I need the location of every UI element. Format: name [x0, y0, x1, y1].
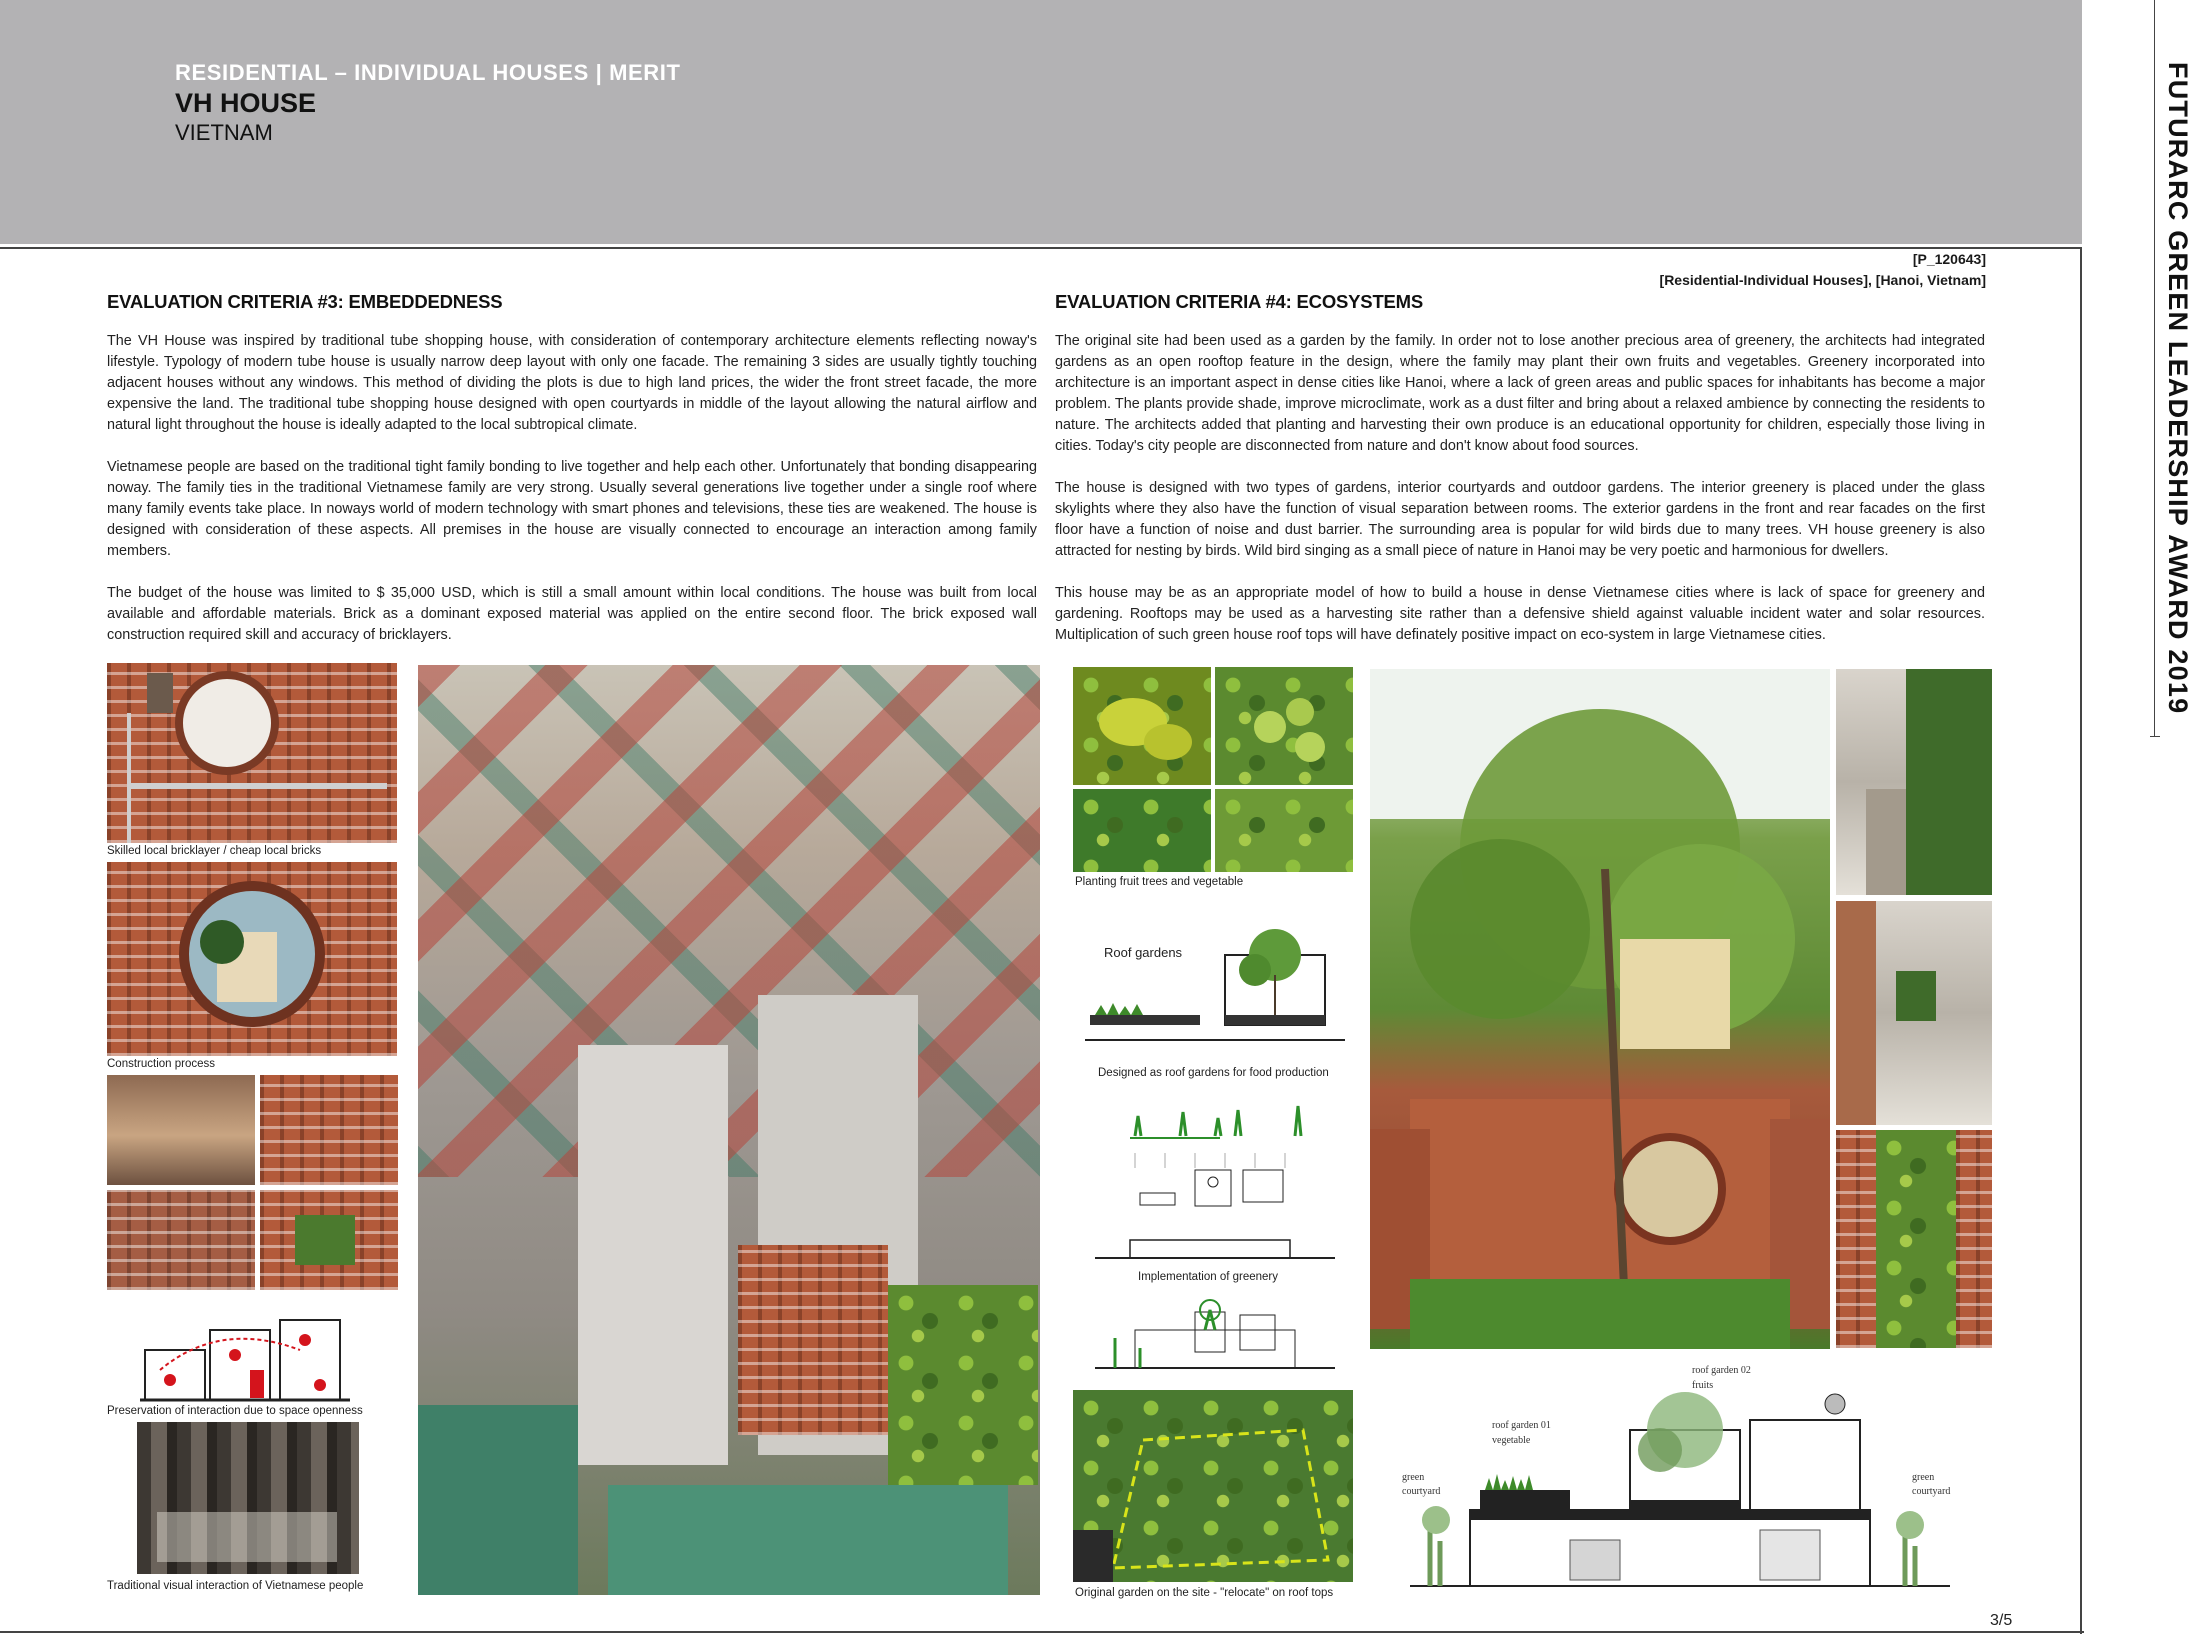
city-trees: [888, 1285, 1038, 1485]
photo-construction-3: [107, 1190, 255, 1290]
photo-city-aerial: [418, 665, 1040, 1595]
label-green-right: green: [1912, 1472, 1935, 1483]
original-garden-overlay: [1073, 1390, 1353, 1582]
diagram-roof-gardens: [1085, 915, 1345, 1055]
label-courtyard-right: courtyard: [1912, 1486, 1951, 1497]
left-heading: EVALUATION CRITERIA #3: EMBEDDEDNESS: [107, 291, 503, 312]
right-paragraph-1: The original site had been used as a garden by the family. In order not to lose another precious area of greenery, the architects had integrated gardens as an open rooftop feature in the design, where the family may plant their own fruits and vegetables. Greenery incorporated into architecture is an important aspect in dense cities like Hanoi, where a lack of green areas and public spaces for inhabitants has become a major problem. The plants provide shade, improve microclimate, work as a dust filter and bring about a relaxed ambience by connecting the residents to nature. The architects added that planting and harvesting their own produce is an educational opportunity for children, especially those living in cities. Today's city people are disconnected from nature and don't know about food sources.: [1055, 333, 1985, 454]
courtyard-illustration: [1370, 669, 1830, 1349]
project-id: [P_120643]: [1912, 251, 1986, 267]
starfruit-illustration: [1073, 667, 1211, 785]
photo-construction-1: [107, 1075, 255, 1185]
caption-construction: Construction process: [107, 1058, 216, 1070]
caption-original-garden: Original garden on the site - "relocate" on roof tops: [1075, 1587, 1334, 1599]
photo-corridor: [1836, 669, 1992, 895]
category-label: RESIDENTIAL – INDIVIDUAL HOUSES: [175, 60, 589, 85]
header-band: [0, 0, 2082, 244]
green-wall-vines: [1876, 1130, 1956, 1348]
left-paragraph-3: The budget of the house was limited to $ 35,000 USD, which is still a small amount within local conditions. The house was built from local available and affordable materials. Brick as a dominant exposed material was applied on the entire second floor. The brick exposed wall construction required skill and accuracy of bricklayers.: [107, 585, 1037, 643]
caption-planting: Planting fruit trees and vegetable: [1075, 876, 1244, 888]
vh-house-brick-facade: [738, 1245, 888, 1435]
award-title-vertical: [2155, 62, 2200, 727]
photo-construction-4: [260, 1190, 398, 1290]
roof-gardens-title: Roof gardens: [1104, 945, 1183, 960]
category-divider: |: [595, 60, 603, 85]
diagram-space-openness: [140, 1310, 350, 1405]
project-id-block: [1386, 249, 1986, 291]
brick-circle-illustration: [107, 862, 397, 1056]
caption-roof-gardens-food: Designed as roof gardens for food production: [1098, 1067, 1329, 1079]
label-courtyard-left: courtyard: [1402, 1486, 1441, 1497]
label-green-left: green: [1402, 1472, 1425, 1483]
diagram-house-section: [1390, 1360, 1950, 1590]
photo-construction-2: [260, 1075, 398, 1185]
diagram-greenery-section: [1095, 1290, 1335, 1370]
project-country: VIETNAM: [175, 120, 273, 145]
category-line: [175, 60, 681, 86]
corridor-floor: [1866, 789, 1906, 895]
photo-green-wall: [1836, 1130, 1992, 1348]
city-roofs-texture: [418, 665, 1040, 1177]
page-number: 3/5: [1990, 1612, 2013, 1629]
left-paragraph-1: The VH House was inspired by traditional tube shopping house, with consideration of contemporary architecture elements reflecting noway's lifestyle. Typology of modern tube house is usually narrow deep layout with only one facade. The remaining 3 sides are usually tightly touching adjacent houses without any windows. This method of dividing the plots is due to high land prices, the wider the front street facade, the more expensive the land. The traditional tube shopping house designed with open courtyards in middle of the layout allowing the natural airflow and natural light throughout the house is ideally adapted to the local subtropical climate.: [107, 333, 1037, 433]
photo-original-garden: [1073, 1390, 1353, 1582]
interior-plant: [1896, 971, 1936, 1021]
right-paragraph-3: This house may be as an appropriate model of how to build a house in dense Vietnamese cities where is lack of space for greenery and gardening. Rooftops may be used as a harvesting site rather than a defensive shield against valuable incident water and solar resources. Multiplication of such green house roof tops will have definately positive impact on eco-system in large Vietnamese cities.: [1055, 585, 1985, 643]
diagram-greenery-implementation: [1095, 1098, 1335, 1263]
caption-preservation: Preservation of interaction due to space openness: [107, 1405, 363, 1417]
city-building-white-1: [578, 1045, 728, 1465]
award-title: FUTURARC GREEN LEADERSHIP AWARD 2019: [2163, 62, 2193, 715]
city-green-roof-2: [608, 1485, 1008, 1595]
label-vegetable: vegetable: [1492, 1435, 1531, 1446]
project-tags: [Residential-Individual Houses], [Hanoi, Vietnam]: [1659, 272, 1986, 288]
corridor-bamboo: [1906, 669, 1992, 895]
bricklayer-illustration: [107, 663, 397, 843]
caption-implementation: Implementation of greenery: [1138, 1271, 1278, 1283]
photo-vegetables: [1073, 789, 1211, 872]
photo-brick-circle: [107, 862, 397, 1056]
left-paragraph-2: Vietnamese people are based on the traditional tight family bonding to live together and help each other. Unfortunately that bonding disappearing noway. The family ties in the traditional Vietnamese family are very strong. Usually several generations live together under a single roof where many family events take place. In noways world of modern technology with smart phones and televisions, these ties are weakened. The house is designed with consideration of these aspects. All premises in the house are visually connected to encourage an interaction among family members.: [107, 459, 1037, 559]
right-paragraph-2: The house is designed with two types of gardens, interior courtyards and outdoor gardens. The interior greenery is placed under the glass skylights where they also have the function of visual separation between rooms. The exterior gardens in the front and rear facades on the first floor have a function of noise and dust barrier. The surrounding area is popular for wild birds due to many trees. VH house greenery is also attracted for nesting by birds. Wild bird singing as a small piece of nature in Hanoi may be very poetic and harmonious for dwellers.: [1055, 480, 1985, 559]
guava-illustration: [1215, 667, 1353, 785]
old-photo-people: [157, 1512, 337, 1562]
city-green-roof-1: [418, 1405, 578, 1595]
right-heading: EVALUATION CRITERIA #4: ECOSYSTEMS: [1055, 291, 1424, 312]
photo-starfruit: [1073, 667, 1211, 785]
photo-courtyard: [1370, 669, 1830, 1349]
caption-traditional: Traditional visual interaction of Vietnamese people: [107, 1580, 364, 1592]
label-fruits: fruits: [1692, 1380, 1714, 1391]
photo-leaves: [1215, 789, 1353, 872]
photo-interior: [1836, 901, 1992, 1125]
construction-4-greenery: [295, 1215, 355, 1265]
caption-bricklayer: Skilled local bricklayer / cheap local bricks: [107, 845, 322, 857]
photo-guava: [1215, 667, 1353, 785]
photo-bricklayer: [107, 663, 397, 843]
interior-brick: [1836, 901, 1876, 1125]
project-title: VH HOUSE: [175, 88, 317, 118]
label-roof-garden-02: roof garden 02: [1692, 1365, 1751, 1376]
award-level: MERIT: [609, 60, 681, 85]
label-roof-garden-01: roof garden 01: [1492, 1420, 1551, 1431]
side-rule-tick: [2150, 736, 2160, 737]
photo-traditional-house: [137, 1422, 359, 1574]
